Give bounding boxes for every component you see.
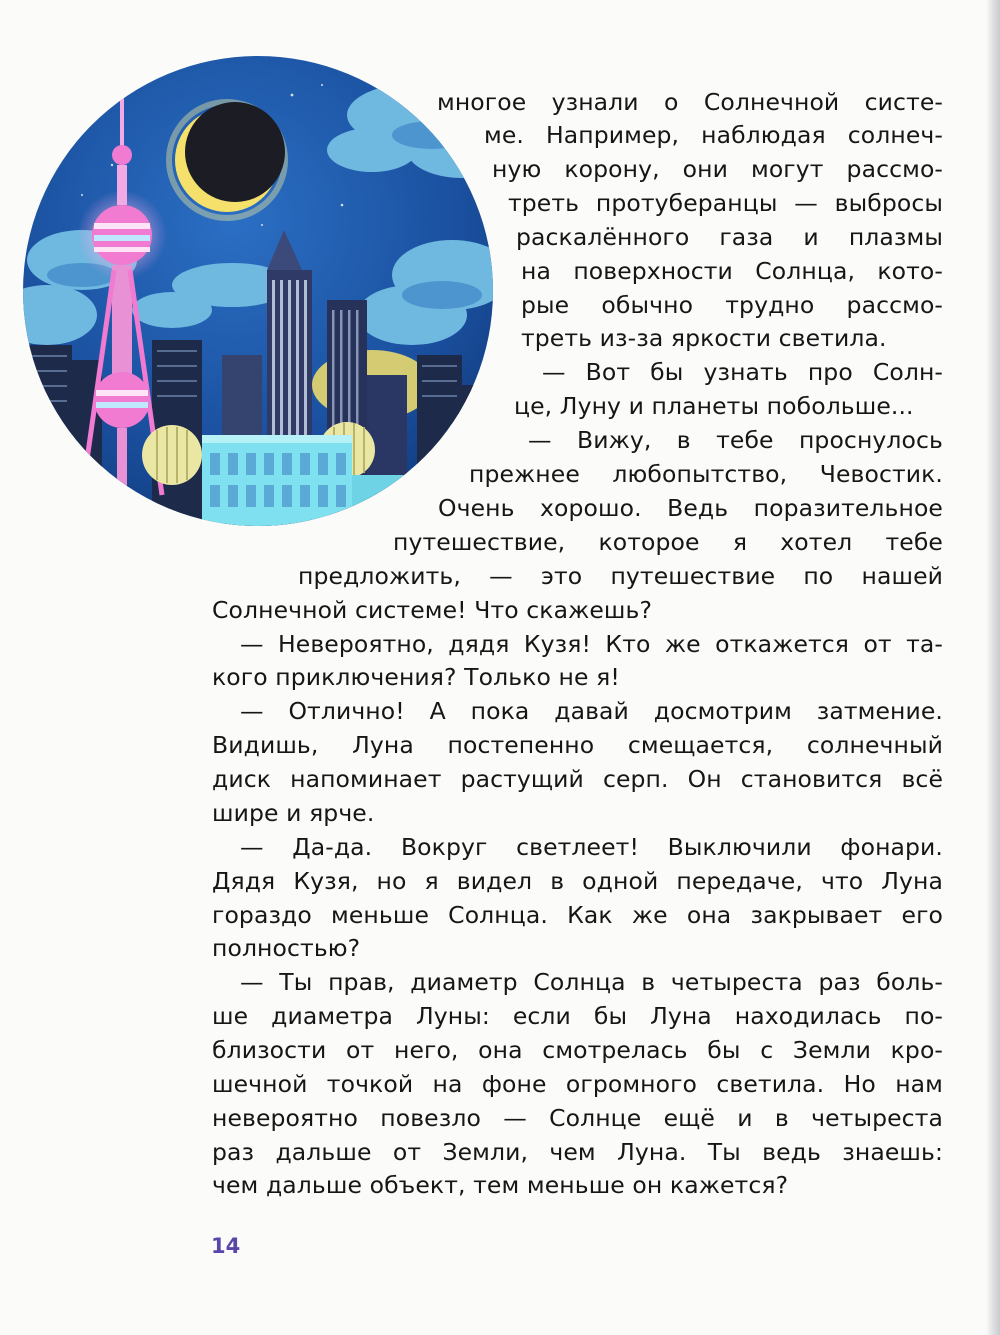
text-line: — Ты прав, диаметр Солнца в четыреста раз боль- xyxy=(240,968,943,996)
text-line: Дядя Кузя, но я видел в одной передаче, что Луна xyxy=(212,867,943,895)
text-line: раскалённого газа и плазмы xyxy=(516,223,943,251)
text-line: ше диаметра Луны: если бы Луна находилась по- xyxy=(212,1002,943,1030)
text-line: — Вот бы узнать про Солн- xyxy=(542,358,943,386)
city-solar-eclipse-illustration xyxy=(22,55,494,527)
text-line: путешествие, которое я хотел тебе xyxy=(393,528,943,556)
text-line: кого приключения? Только не я! xyxy=(212,663,620,691)
text-line: диск напоминает растущий серп. Он становится всё xyxy=(212,765,943,793)
text-line: гораздо меньше Солнца. Как же она закрывает его xyxy=(212,901,943,929)
text-line: прежнее любопытство, Чевостик. xyxy=(469,460,943,488)
text-line: Солнечной системе! Что скажешь? xyxy=(212,596,653,624)
text-line: ную корону, они могут рассмо- xyxy=(492,155,943,183)
text-line: чем дальше объект, тем меньше он кажется? xyxy=(212,1171,789,1199)
text-line: треть протуберанцы — выбросы xyxy=(508,189,943,217)
eclipse-icon xyxy=(169,102,285,218)
text-line: — Вижу, в тебе проснулось xyxy=(528,426,943,454)
text-line: предложить, — это путешествие по нашей xyxy=(298,562,943,590)
text-line: рые обычно трудно рассмо- xyxy=(521,291,943,319)
text-line: Видишь, Луна постепенно смещается, солнечный xyxy=(212,731,943,759)
text-line: раз дальше от Земли, чем Луна. Ты ведь знаешь: xyxy=(212,1138,943,1166)
text-line: шире и ярче. xyxy=(212,799,375,827)
text-line: треть из-за яркости светила. xyxy=(521,324,887,352)
text-line: — Отлично! А пока давай досмотрим затмение. xyxy=(240,697,943,725)
text-line: ме. Например, наблюдая солнеч- xyxy=(484,121,943,149)
text-line: шечной точкой на фоне огромного светила. Но нам xyxy=(212,1070,943,1098)
text-line: близости от него, она смотрелась бы с Земли кро- xyxy=(212,1036,943,1064)
text-line: на поверхности Солнца, кото- xyxy=(521,257,943,285)
text-line: Очень хорошо. Ведь поразительное xyxy=(438,494,943,522)
text-line: полностью? xyxy=(212,934,361,962)
text-line: — Да-да. Вокруг светлеет! Выключили фонари. xyxy=(240,833,943,861)
text-line: це, Луну и планеты побольше... xyxy=(514,392,914,420)
text-line: невероятно повезло — Солнце ещё и в четыреста xyxy=(212,1104,943,1132)
page-number: 14 xyxy=(211,1234,241,1258)
text-line: — Невероятно, дядя Кузя! Кто же откажется от та- xyxy=(240,630,943,658)
text-line: многое узнали о Солнечной систе- xyxy=(437,88,943,116)
page-edge-shadow xyxy=(986,0,1000,1335)
